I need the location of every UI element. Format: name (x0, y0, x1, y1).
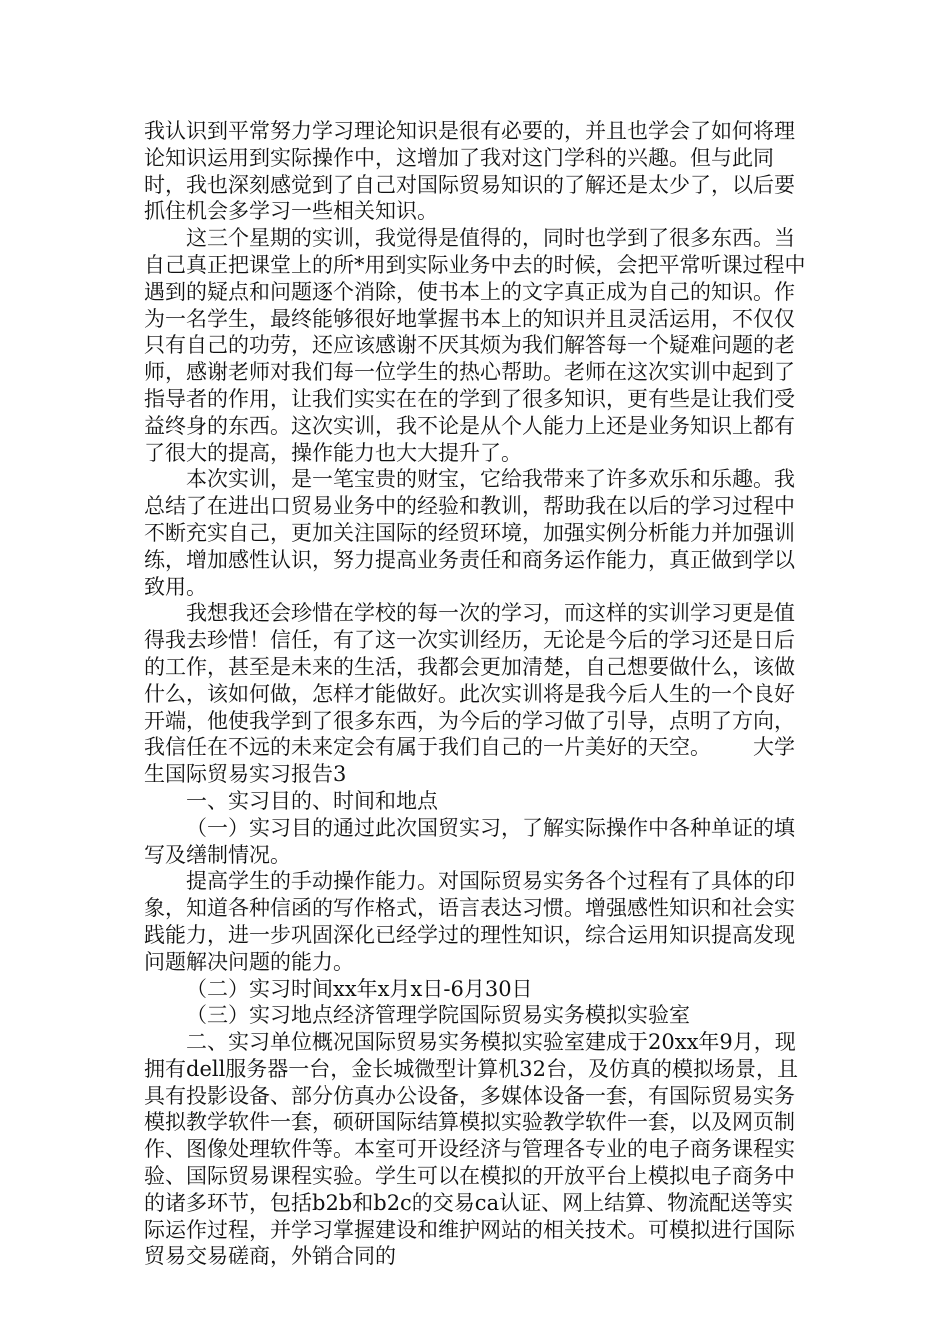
paragraph-time: （二）实习时间xx年x月x日-6月30日 (186, 976, 533, 1001)
document-body (144, 118, 810, 1270)
section-heading-1: 一、实习目的、时间和地点 (186, 788, 438, 813)
paragraph-4 (144, 600, 810, 788)
paragraph-ability: 提高学生的手动操作能力。对国际贸易实务各个过程有了具体的印象，知道各种信函的写作格式，语言表达习惯。增强感性知识和社会实践能力，进一步巩固深化已经学过的理性知识，综合运用知识提高发现问题解决问题的能力。 (144, 869, 795, 974)
paragraph-location: （三）实习地点经济管理学院国际贸易实务模拟实验室 (186, 1003, 690, 1028)
paragraph-2: 这三个星期的实训，我觉得是值得的，同时也学到了很多东西。当自己真正把课堂上的所*用到实际业务中去的时候，会把平常听课过程中遇到的疑点和问题逐个消除，使书本上的文字真正成为自己的知识。作为一名学生，最终能够很好地掌握书本上的知识并且灵活运用，不仅仅只有自己的功劳，还应该感谢不厌其烦为我们解答每一个疑难问题的老师，感谢老师对我们每一位学生的热心帮助。老师在这次实训中起到了指导者的作用，让我们实实在在的学到了很多知识，更有些是让我们受益终身的东西。这次实训，我不论是从个人能力上还是业务知识上都有了很大的提高，操作能力也大大提升了。 (144, 226, 806, 465)
paragraph-3: 本次实训，是一笔宝贵的财宝，它给我带来了许多欢乐和乐趣。我总结了在进出口贸易业务中的经验和教训，帮助我在以后的学习过程中不断充实自己，更加关注国际的经贸环境，加强实例分析能力并加强训练，增加感性认识，努力提高业务责任和商务运作能力，真正做到学以致用。 (144, 467, 795, 599)
paragraph-4-text: 我想我还会珍惜在学校的每一次的学习，而这样的实训学习更是值得我去珍惜！信任，有了这一次实训经历，无论是今后的学习还是日后的工作，甚至是未来的生活，我都会更加清楚，自己想要做什么，该做什么，该如何做，怎样才能做好。此次实训将是我今后人生的一个良好开端，他使我学到了很多东西，为今后的学习做了引导，点明了方向，我信任在不远的未来定会有属于我们自己的一片美好的天空。 (144, 601, 795, 760)
paragraph-purpose: （一）实习目的通过此次国贸实习，了解实际操作中各种单证的填写及缮制情况。 (144, 815, 795, 867)
report-title: 大学生国际贸易实习报告3 (144, 735, 795, 787)
paragraph-1: 我认识到平常努力学习理论知识是很有必要的，并且也学会了如何将理论知识运用到实际操作中，这增加了我对这门学科的兴趣。但与此同时，我也深刻感觉到了自己对国际贸易知识的了解还是太少了，以后要抓住机会多学习一些相关知识。 (144, 119, 795, 224)
paragraph-unit-overview: 二、实习单位概况国际贸易实务模拟实验室建成于20xx年9月，现拥有dell服务器一台，金长城微型计算机32台，及仿真的模拟场景，且具有投影设备、部分仿真办公设备，多媒体设备一套，有国际贸易实务模拟教学软件一套，硕研国际结算模拟实验教学软件一套，以及网页制作、图像处理软件等。本室可开设经济与管理各专业的电子商务课程实验、国际贸易课程实验。学生可以在模拟的开放平台上模拟电子商务中的诸多环节，包括b2b和b2c的交易ca认证、网上结算、物流配送等实际运作过程，并学习掌握建设和维护网站的相关技术。可模拟进行国际贸易交易磋商，外销合同的 (144, 1030, 799, 1269)
